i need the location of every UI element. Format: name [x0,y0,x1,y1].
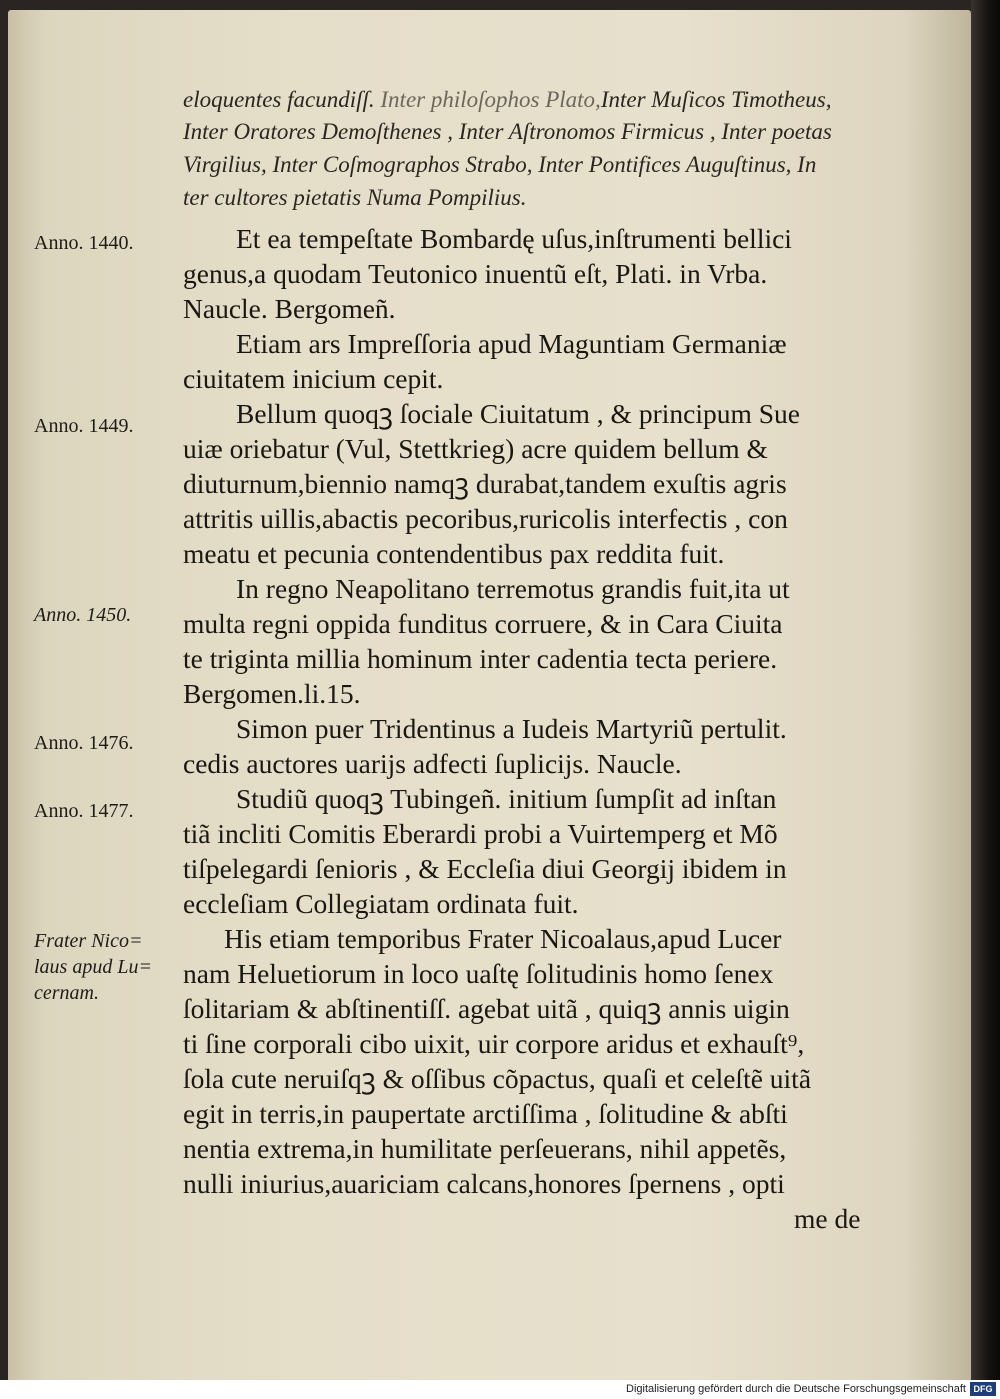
margin-note: cernam. [34,982,99,1004]
footer-bar [0,1380,1000,1399]
header-line: Inter Oratores Demoſthenes , Inter Aſtronomos Firmicus , Inter poetas [183,119,832,144]
body-line: cedis auctores uarijs adfecti ſuplicijs. Naucle. [183,748,682,779]
body-line: Bergomen.li.15. [183,678,361,709]
book-gutter [971,0,1000,1380]
body-line: Simon puer Tridentinus a Iudeis Martyriũ pertulit. [236,713,787,744]
body-line: Bellum quoqꝫ ſociale Ciuitatum , & principum Sue [236,398,800,429]
header-line: Virgilius, Inter Coſmographos Strabo, Inter Pontifices Auguſtinus, In [183,152,817,177]
body-line: genus,a quodam Teutonico inuentũ eſt, Plati. in Vrba. [183,258,768,289]
body-line: Naucle. Bergomeñ. [183,293,396,324]
body-line: multa regni oppida funditus corruere, & in Cara Ciuita [183,608,783,639]
body-line: diuturnum,biennio namqꝫ durabat,tandem exuſtis agris [183,468,787,499]
body-line: His etiam temporibus Frater Nicoalaus,apud Lucer [224,923,782,954]
dfg-logo: DFG [970,1382,996,1396]
body-line: Et ea tempeſtate Bombardę uſus,inſtrumenti bellici [236,223,792,254]
body-line: Etiam ars Impreſſoria apud Maguntiam Germaniæ [236,328,787,359]
paper-page [8,10,971,1380]
margin-note: laus apud Lu= [34,956,152,978]
margin-note: Anno. 1477. [34,800,134,822]
body-line: nentia extrema,in humilitate perſeuerans, nihil appetẽs, [183,1133,787,1164]
header-part: eloquentes facundiſſ. [183,87,381,112]
body-line: tiſpelegardi ſenioris , & Eccleſia diui Georgij ibidem in [183,853,787,884]
margin-note: Frater Nico= [34,930,143,952]
body-line: eccleſiam Collegiatam ordinata fuit. [183,888,579,919]
header-part-faded: Inter philoſophos Plato, [380,87,601,112]
margin-note: Anno. 1449. [34,415,134,437]
body-line: ciuitatem inicium cepit. [183,363,444,394]
body-line: Studiũ quoqꝫ Tubingeñ. initium ſumpſit ad inſtan [236,783,777,814]
body-line: tiã incliti Comitis Eberardi probi a Vuirtemperg et Mõ [183,818,778,849]
footer-credit: Digitalisierung gefördert durch die Deutsche Forschungsgemeinschaft [626,1383,966,1395]
body-line: attritis uillis,abactis pecoribus,ruricolis interfectis , con [183,503,788,534]
body-line: ſola cute neruiſqꝫ & oſſibus cõpactus, quaſi et celeſtẽ uitã [183,1063,812,1094]
body-line: egit in terris,in paupertate arctiſſima , ſolitudine & abſti [183,1098,788,1129]
body-line: ſolitariam & abſtinentiſſ. agebat uitã , quiqꝫ annis uigin [183,993,790,1024]
body-line: In regno Neapolitano terremotus grandis fuit,ita ut [236,573,790,604]
header-part: Inter Muſicos Timotheus, [600,87,832,112]
body-line: nulli iniurius,auariciam calcans,honores ſpernens , opti [183,1168,785,1199]
margin-note: Anno. 1440. [34,232,134,254]
body-line: nam Heluetiorum in loco uaſtę ſolitudinis homo ſenex [183,958,774,989]
body-line: ti ſine corporali cibo uixit, uir corpore aridus et exhauſt⁹, [183,1028,805,1059]
margin-note: Anno. 1450. [34,604,132,626]
header-line: ter cultores pietatis Numa Pompilius. [183,185,527,210]
body-line: uiæ oriebatur (Vul, Stettkrieg) acre quidem bellum & [183,433,768,464]
header-line [183,88,878,111]
body-line: meatu et pecunia contendentibus pax reddita fuit. [183,538,725,569]
margin-note: Anno. 1476. [34,732,134,754]
body-line: te triginta millia hominum inter cadentia tecta periere. [183,643,778,674]
catchword: me de [794,1203,861,1234]
